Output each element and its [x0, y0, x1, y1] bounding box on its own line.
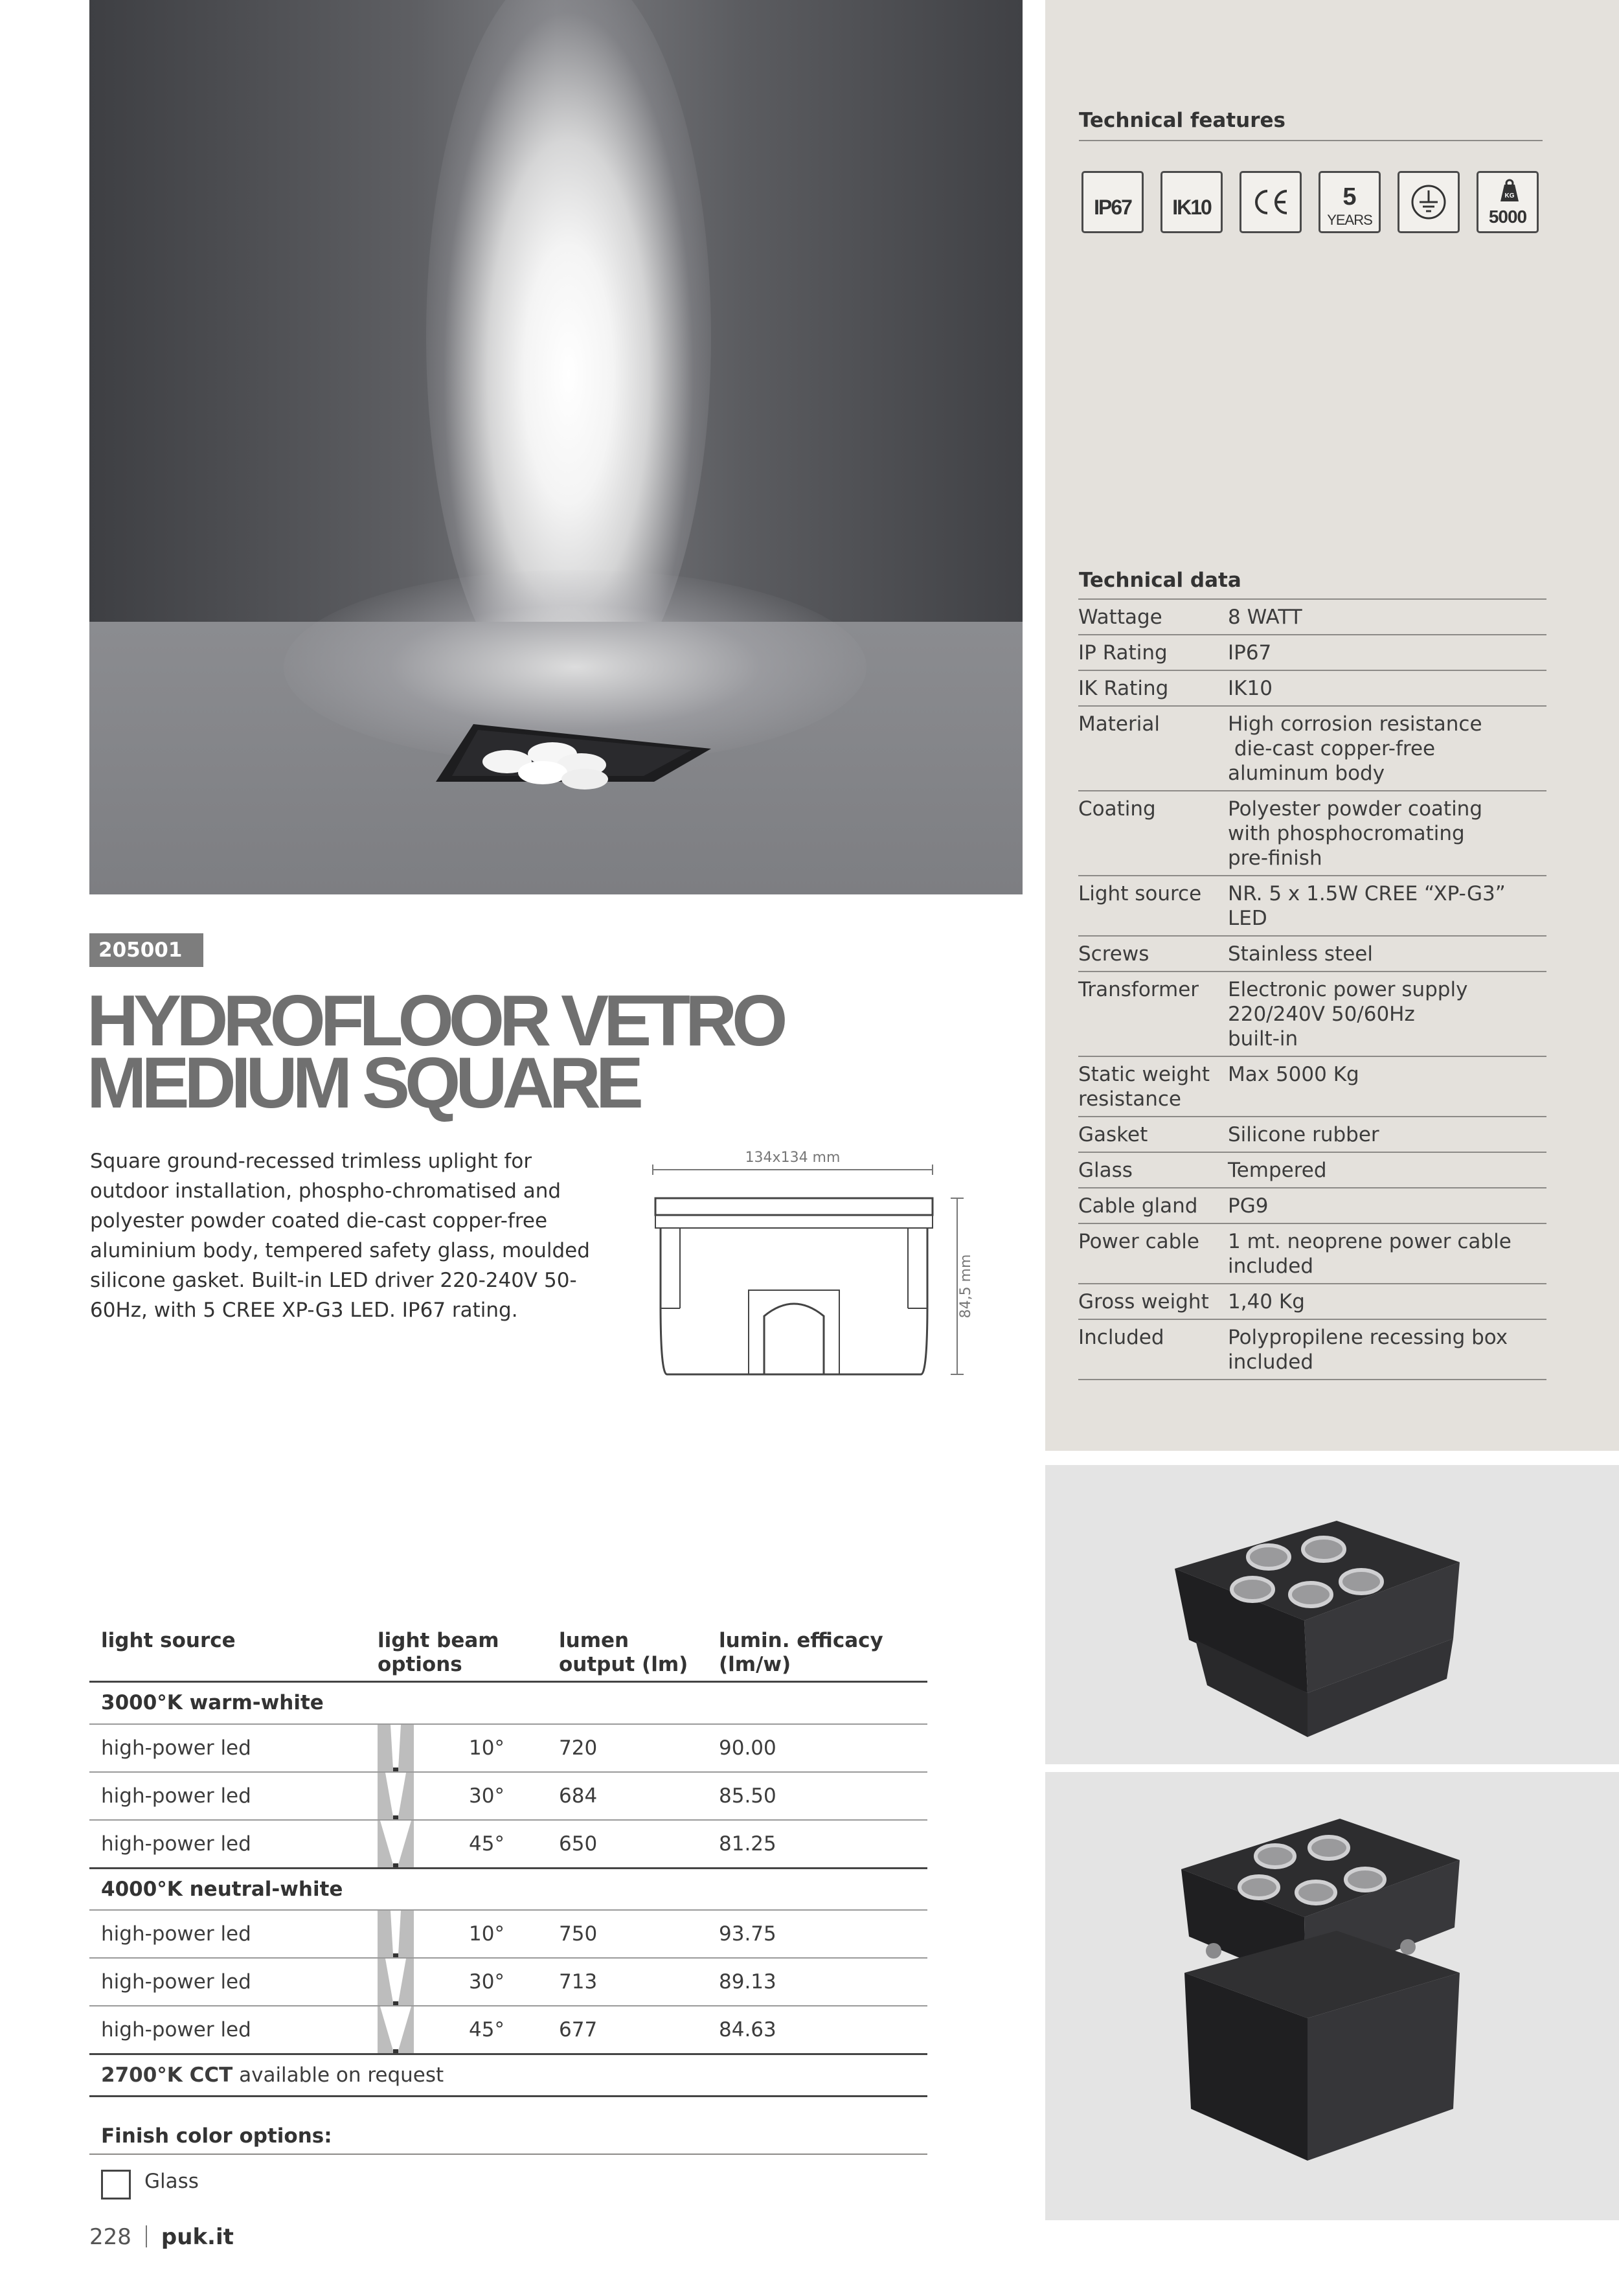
- lumen-cell: 750: [547, 1910, 707, 1958]
- beam-cell: [366, 1772, 547, 1820]
- tech-key: Coating: [1078, 791, 1228, 876]
- tech-row: [1078, 706, 1546, 791]
- tech-value: Silicone rubber: [1228, 1117, 1546, 1152]
- col-header-efficacy: lumin. efficacy (lm/w): [707, 1625, 927, 1682]
- load-5000kg-icon: KG 5000: [1477, 171, 1539, 233]
- beam-angle: 10°: [469, 1922, 504, 1946]
- light-source-cell: high-power led: [89, 1820, 366, 1869]
- tech-key: Light source: [1078, 876, 1228, 936]
- group-label: 4000°K neutral-white: [89, 1868, 927, 1910]
- light-source-cell: high-power led: [89, 1958, 366, 2006]
- cct-note: [89, 2054, 927, 2097]
- beam-cell: [366, 2006, 547, 2054]
- beam-cell: [366, 1910, 547, 1958]
- tech-row: [1078, 791, 1546, 876]
- warranty-5-years-icon: 5 YEARS: [1319, 171, 1381, 233]
- tech-value: 1 mt. neoprene power cable included: [1228, 1223, 1546, 1284]
- floor-fixture-image: [89, 0, 1023, 894]
- note-row: [89, 2054, 927, 2097]
- tech-value: 8 WATT: [1228, 600, 1546, 635]
- efficacy-cell: 81.25: [707, 1820, 927, 1869]
- table-row: [89, 1958, 927, 2006]
- beam-angle-icon: [378, 1725, 414, 1771]
- group-row: [89, 1682, 927, 1724]
- product-description: Square ground-recessed trimless uplight for outdoor installation, phospho-chromatised and polyester powder coated die-cast copper-free aluminium body, tempered safety glass, moulded silicone gasket. Built-in LED driver 220-240V 50-60Hz, with 5 CREE XP-G3 LED. IP67 rating.: [90, 1150, 590, 1322]
- tech-row: [1078, 1117, 1546, 1152]
- efficacy-cell: 93.75: [707, 1910, 927, 1958]
- efficacy-cell: 90.00: [707, 1724, 927, 1772]
- light-source-cell: high-power led: [89, 2006, 366, 2054]
- lumen-cell: 684: [547, 1772, 707, 1820]
- tech-row: [1078, 635, 1546, 670]
- page-footer: [89, 2224, 234, 2250]
- product-code: 205001: [89, 933, 203, 967]
- beam-angle: 45°: [469, 1832, 504, 1856]
- finish-swatch-glass[interactable]: [101, 2170, 131, 2199]
- earth-ground-icon: [1398, 171, 1460, 233]
- svg-text:KG: KG: [1504, 192, 1515, 199]
- beam-angle-icon: [378, 1773, 414, 1819]
- tech-value: Polyester powder coating with phosphocromating pre-finish: [1228, 791, 1546, 876]
- efficacy-cell: 85.50: [707, 1772, 927, 1820]
- beam-angle-icon: [378, 1821, 414, 1867]
- tech-key: Power cable: [1078, 1223, 1228, 1284]
- ip67-icon: IP67: [1081, 171, 1144, 233]
- beam-cell: [366, 1820, 547, 1869]
- table-row: [89, 1910, 927, 1958]
- tech-key: Wattage: [1078, 600, 1228, 635]
- product-title: [87, 981, 864, 1123]
- tech-value: IP67: [1228, 635, 1546, 670]
- tech-value: Polypropilene recessing box included: [1228, 1319, 1546, 1380]
- table-row: [89, 1820, 927, 1869]
- col-header-beam-options: light beam options: [366, 1625, 547, 1682]
- divider: [1079, 140, 1543, 141]
- width-dimension-label: 134x134 mm: [745, 1150, 841, 1166]
- beam-angle-icon: [378, 2006, 414, 2053]
- ik10-icon: IK10: [1160, 171, 1223, 233]
- tech-row: [1078, 670, 1546, 706]
- beam-cell: [366, 1958, 547, 2006]
- tech-key: Static weight resistance: [1078, 1056, 1228, 1117]
- beam-angle-icon: [378, 1911, 414, 1957]
- tech-value: NR. 5 x 1.5W CREE “XP-G3” LED: [1228, 876, 1546, 936]
- efficacy-cell: 89.13: [707, 1958, 927, 2006]
- tech-key: Gross weight: [1078, 1284, 1228, 1319]
- tech-key: Screws: [1078, 936, 1228, 972]
- website-link[interactable]: puk.it: [161, 2224, 234, 2250]
- tech-key: Material: [1078, 706, 1228, 791]
- tech-value: IK10: [1228, 670, 1546, 706]
- finish-label-glass: Glass: [144, 2170, 199, 2193]
- technical-data-table: [1078, 600, 1546, 1380]
- beam-cell: [366, 1724, 547, 1772]
- tech-key: Transformer: [1078, 972, 1228, 1056]
- tech-value: Stainless steel: [1228, 936, 1546, 972]
- tech-key: Cable gland: [1078, 1188, 1228, 1223]
- cct-note-bold: 2700°K CCT: [101, 2063, 233, 2087]
- tech-key: Glass: [1078, 1152, 1228, 1188]
- tech-row: [1078, 1284, 1546, 1319]
- lumen-cell: 677: [547, 2006, 707, 2054]
- tech-value: Electronic power supply 220/240V 50/60Hz built-in: [1228, 972, 1546, 1056]
- tech-row: [1078, 972, 1546, 1056]
- product-title-line1: HYDROFLOOR VETRO: [87, 981, 783, 1061]
- hero-photo: [89, 0, 1023, 894]
- lumen-cell: 713: [547, 1958, 707, 2006]
- group-row: [89, 1868, 927, 1910]
- lumen-cell: 720: [547, 1724, 707, 1772]
- group-label: 3000°K warm-white: [89, 1682, 927, 1724]
- light-source-cell: high-power led: [89, 1724, 366, 1772]
- tech-row: [1078, 600, 1546, 635]
- ce-mark-icon: [1240, 171, 1302, 233]
- technical-features-title: Technical features: [1079, 109, 1285, 132]
- tech-value: 1,40 Kg: [1228, 1284, 1546, 1319]
- tech-row: [1078, 1319, 1546, 1380]
- col-header-lumen-output: lumen output (lm): [547, 1625, 707, 1682]
- tech-key: Included: [1078, 1319, 1228, 1380]
- efficacy-cell: 84.63: [707, 2006, 927, 2054]
- light-source-table: [89, 1625, 927, 2097]
- page-number: 228: [89, 2224, 131, 2250]
- tech-key: IK Rating: [1078, 670, 1228, 706]
- tech-value: High corrosion resistance die-cast copper-free aluminum body: [1228, 706, 1546, 791]
- tech-row: [1078, 1056, 1546, 1117]
- table-row: [89, 1772, 927, 1820]
- tech-row: [1078, 936, 1546, 972]
- beam-angle: 45°: [469, 2018, 504, 2041]
- table-row: [89, 1724, 927, 1772]
- light-source-cell: high-power led: [89, 1910, 366, 1958]
- technical-data-title: Technical data: [1079, 569, 1241, 592]
- product-photo-bottom: [1045, 1772, 1619, 2220]
- tech-value: Tempered: [1228, 1152, 1546, 1188]
- cct-note-text: available on request: [232, 2063, 444, 2087]
- tech-row: [1078, 876, 1546, 936]
- tech-value: PG9: [1228, 1188, 1546, 1223]
- lumen-cell: 650: [547, 1820, 707, 1869]
- tech-key: Gasket: [1078, 1117, 1228, 1152]
- beam-angle: 30°: [469, 1784, 504, 1808]
- tech-value: Max 5000 Kg: [1228, 1056, 1546, 1117]
- table-row: [89, 2006, 927, 2054]
- certification-badges: [1081, 171, 1539, 233]
- beam-angle: 10°: [469, 1736, 504, 1760]
- dimension-drawing: [641, 1146, 991, 1386]
- height-dimension-label: 84,5 mm: [958, 1254, 974, 1319]
- product-title-line2: MEDIUM SQUARE: [87, 1043, 639, 1123]
- beam-angle-icon: [378, 1959, 414, 2005]
- tech-key: IP Rating: [1078, 635, 1228, 670]
- tech-row: [1078, 1152, 1546, 1188]
- beam-angle: 30°: [469, 1970, 504, 1994]
- tech-row: [1078, 1223, 1546, 1284]
- tech-row: [1078, 1188, 1546, 1223]
- product-photo-top: [1045, 1465, 1619, 1764]
- finish-title: Finish color options:: [101, 2124, 332, 2148]
- col-header-light-source: light source: [89, 1625, 366, 1682]
- light-source-cell: high-power led: [89, 1772, 366, 1820]
- divider: [89, 2154, 927, 2155]
